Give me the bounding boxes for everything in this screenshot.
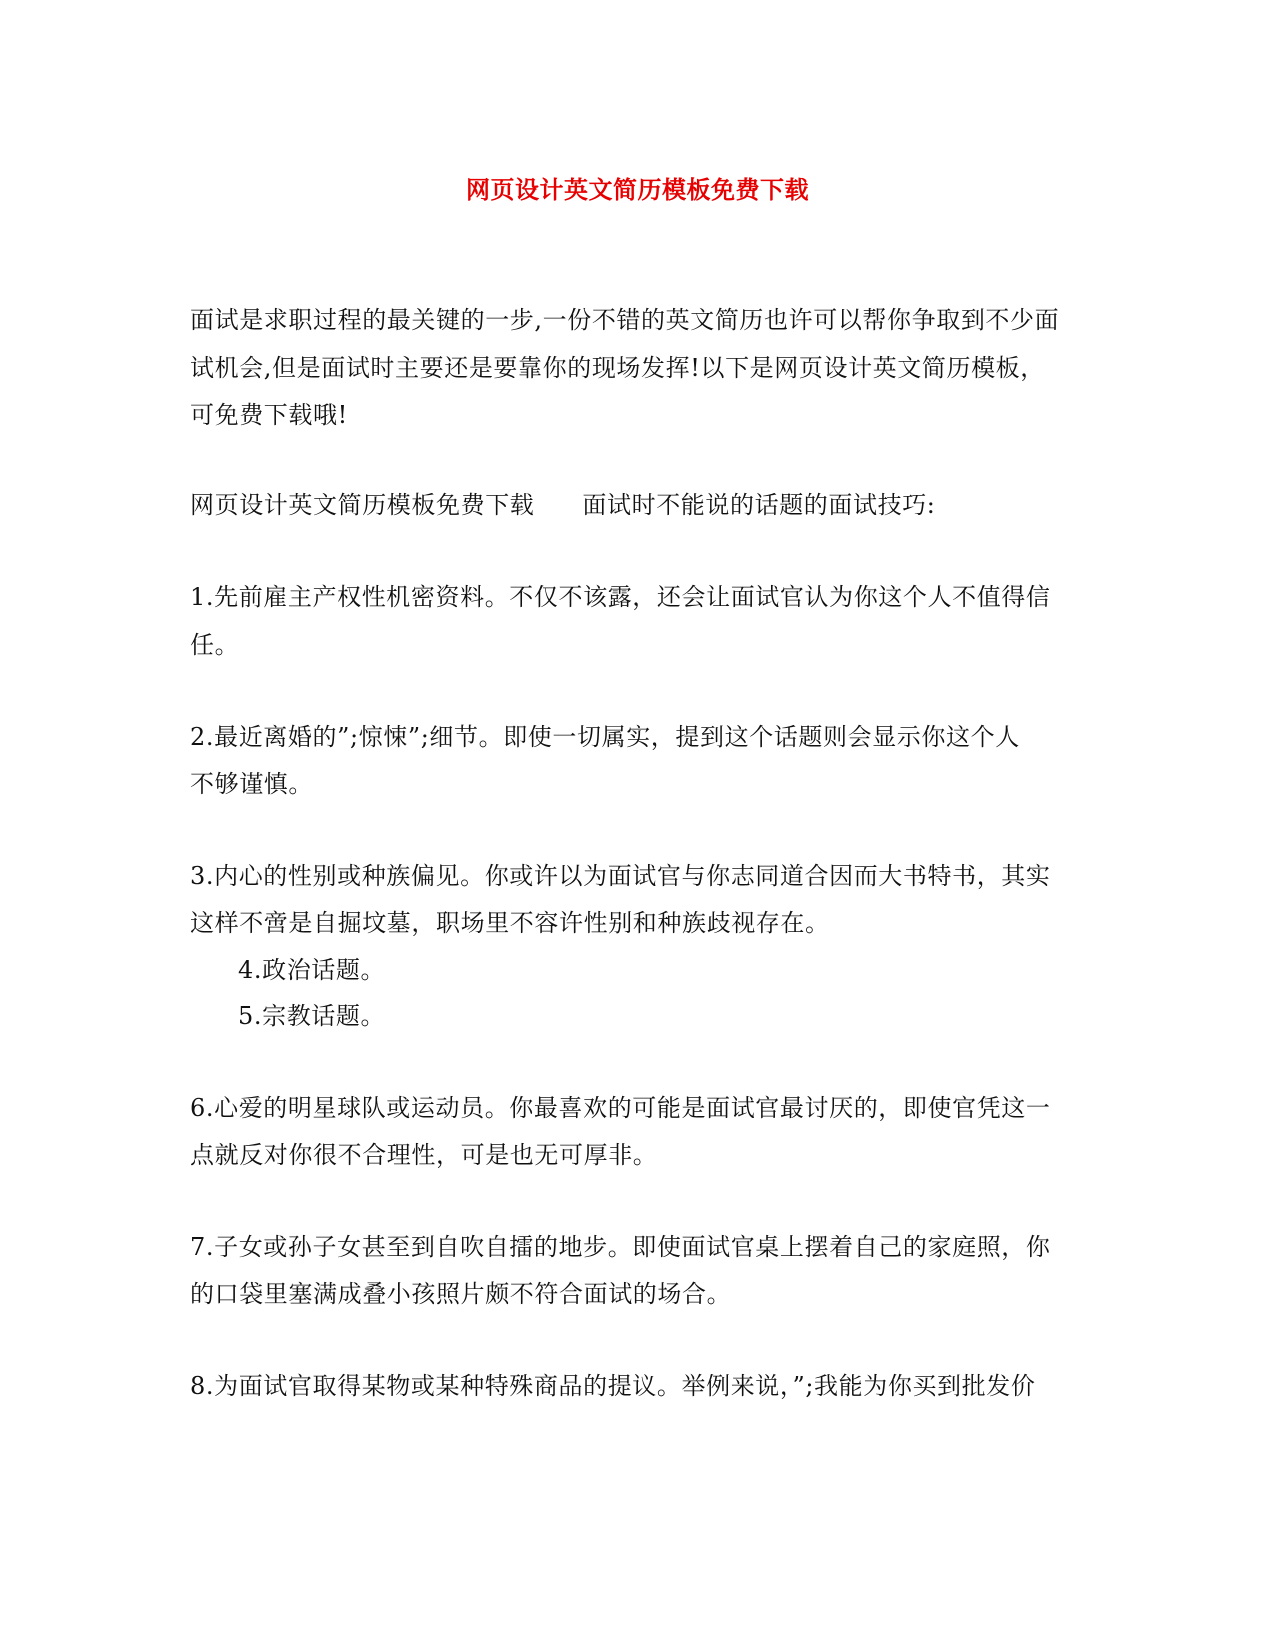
- intro-line-3: 可免费下载哦!: [190, 401, 348, 429]
- item-7-line-1: 7.子女或孙子女甚至到自吹自擂的地步。即使面试官桌上摆着自己的家庭照，你: [190, 1233, 1051, 1261]
- document-title: 网页设计英文简历模板免费下载: [466, 175, 809, 204]
- item-6-line-1: 6.心爱的明星球队或运动员。你最喜欢的可能是面试官最讨厌的，即使官凭这一: [190, 1094, 1051, 1122]
- item-7-line-2: 的口袋里塞满成叠小孩照片颇不符合面试的场合。: [190, 1280, 732, 1308]
- item-2-line-2: 不够谨慎。: [190, 770, 313, 798]
- intro-line-2: 试机会,但是面试时主要还是要靠你的现场发挥!以下是网页设计英文简历模板，: [190, 354, 1045, 382]
- item-8-line-1: 8.为面试官取得某物或某种特殊商品的提议。举例来说，”;我能为你买到批发价: [190, 1372, 1036, 1400]
- item-1-line-2: 任。: [190, 631, 240, 659]
- item-1-line-1: 1.先前雇主产权性机密资料。不仅不该露，还会让面试官认为你这个人不值得信: [190, 583, 1051, 611]
- item-3-line-1: 3.内心的性别或种族偏见。你或许以为面试官与你志同道合因而大书特书，其实: [190, 862, 1051, 890]
- subheading: [190, 490, 936, 520]
- item-5: 5.宗教话题。: [238, 1002, 386, 1030]
- item-3-line-2: 这样不啻是自掘坟墓，职场里不容许性别和种族歧视存在。: [190, 909, 830, 937]
- item-6-line-2: 点就反对你很不合理性，可是也无可厚非。: [190, 1141, 658, 1169]
- item-2-line-1: 2.最近离婚的”;惊悚”;细节。即使一切属实，提到这个话题则会显示你这个人: [190, 723, 1020, 751]
- intro-line-1: 面试是求职过程的最关键的一步,一份不错的英文简历也许可以帮你争取到不少面: [190, 306, 1060, 334]
- item-4: 4.政治话题。: [238, 956, 386, 984]
- subheading-left: 网页设计英文简历模板免费下载: [190, 491, 535, 519]
- subheading-right: 面试时不能说的话题的面试技巧:: [582, 491, 936, 519]
